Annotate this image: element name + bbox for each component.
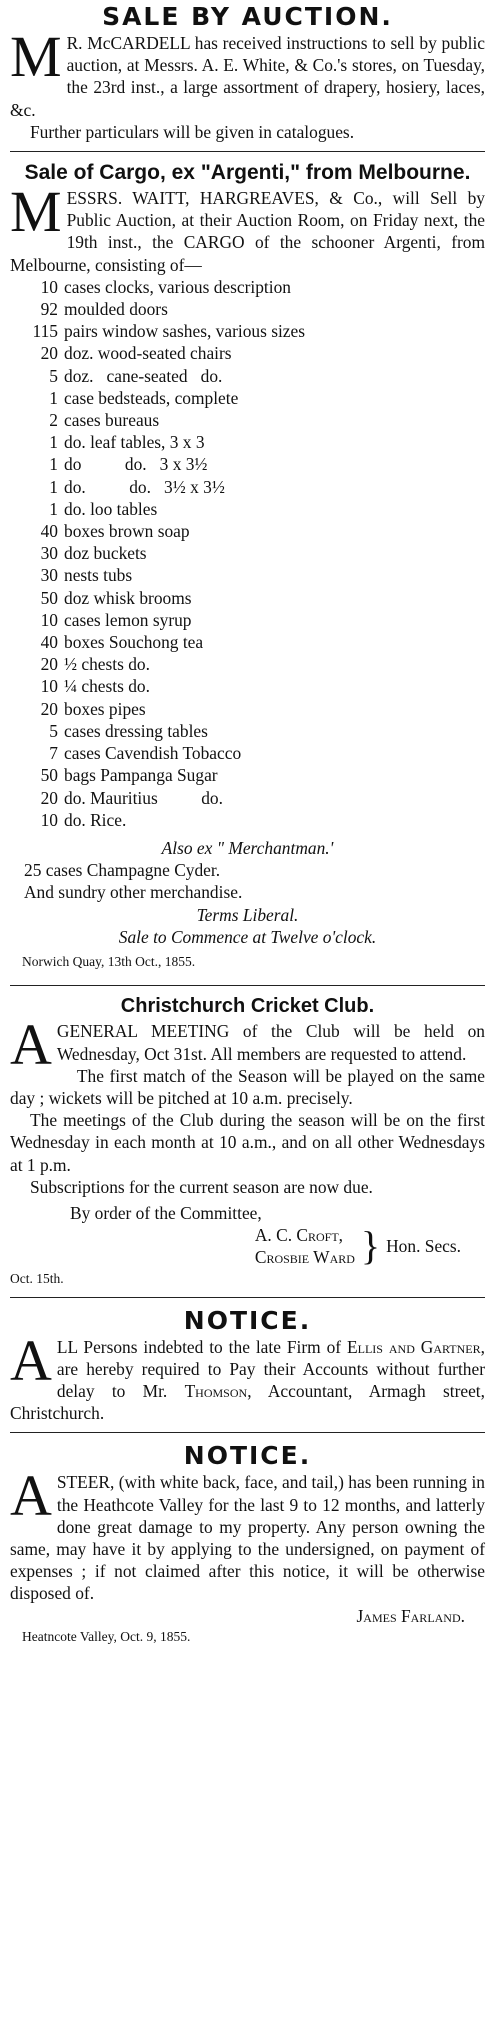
cargo-item bbox=[24, 698, 485, 720]
cargo-item-quantity: 40 bbox=[40, 521, 58, 542]
cargo-item bbox=[24, 564, 485, 586]
ad-body: The meetings of the Club during the season will be on the first Wednesday in each month at 10 a.m., and on all other Wednesdays at 1 p.m. bbox=[10, 1110, 485, 1175]
cargo-item-description: ¼ chests do. bbox=[64, 676, 150, 697]
cargo-item-quantity: 30 bbox=[40, 543, 58, 564]
cargo-item bbox=[24, 720, 485, 742]
also-item-list bbox=[10, 859, 485, 903]
divider bbox=[10, 985, 485, 986]
order-line: By order of the Committee, bbox=[70, 1203, 262, 1224]
firm-name: Ellis and Gartner, bbox=[347, 1336, 485, 1357]
sale-time-line: Sale to Commence at Twelve o'clock. bbox=[118, 926, 377, 947]
cargo-item-quantity: 20 bbox=[40, 698, 58, 719]
cargo-item-description: cases bureaus bbox=[64, 410, 160, 431]
divider bbox=[10, 151, 485, 152]
cargo-item bbox=[24, 587, 485, 609]
cargo-item-quantity: 20 bbox=[40, 343, 58, 364]
cargo-item bbox=[24, 787, 485, 809]
dateline: Heatncote Valley, Oct. 9, 1855. bbox=[22, 1628, 191, 1644]
cargo-item-description: do do. 3 x 3½ bbox=[64, 454, 208, 475]
ad-headline: NOTICE. bbox=[183, 1441, 312, 1471]
cargo-item-quantity: 20 bbox=[40, 787, 58, 808]
divider bbox=[10, 1297, 485, 1298]
cargo-item-quantity: 40 bbox=[40, 632, 58, 653]
cargo-item-quantity: 50 bbox=[40, 587, 58, 608]
cargo-item-description: cases dressing tables bbox=[64, 720, 208, 741]
signer-name: A. C. Croft, bbox=[254, 1225, 344, 1246]
also-ex-heading: Also ex " Merchantman.' bbox=[161, 837, 334, 858]
ad-text: ESSRS. WAITT, HARGREAVES, & Co., will Sell by Public Auction, at their Auction Room, on Friday next, the 19th inst., the CARGO of the schooner Argenti, from Melbourne, consisting of— bbox=[10, 188, 485, 275]
cargo-item-quantity: 2 bbox=[49, 410, 58, 431]
cargo-item-quantity: 30 bbox=[40, 565, 58, 586]
ad-body: Subscriptions for the current season are now due. bbox=[30, 1176, 373, 1197]
cargo-item bbox=[24, 809, 485, 831]
drop-cap: M bbox=[10, 179, 62, 245]
cargo-item-description: cases clocks, various description bbox=[64, 276, 291, 297]
ad-text: Accountant, Armagh street, Christchurch. bbox=[10, 1381, 485, 1424]
auction-notice-mccardell bbox=[10, 0, 485, 143]
cargo-item-quantity: 5 bbox=[49, 365, 58, 386]
signer-title: Hon. Secs. bbox=[386, 1235, 461, 1256]
cargo-item bbox=[24, 675, 485, 697]
cargo-item-quantity: 5 bbox=[49, 720, 58, 741]
cargo-item-quantity: 10 bbox=[40, 676, 58, 697]
cargo-item-quantity: 92 bbox=[40, 299, 58, 320]
cargo-item bbox=[24, 342, 485, 364]
ad-body: The first match of the Season will be played on the same day ; wickets will be pitched at 10 a.m. precisely. bbox=[10, 1065, 485, 1109]
cargo-item-quantity: 10 bbox=[40, 609, 58, 630]
cargo-item bbox=[24, 276, 485, 298]
cargo-item-description: doz. cane-seated do. bbox=[64, 365, 223, 386]
cargo-item-description: case bedsteads, complete bbox=[64, 387, 239, 408]
cargo-item-description: doz buckets bbox=[64, 543, 147, 564]
ad-headline: Christchurch Cricket Club. bbox=[120, 995, 375, 1018]
cargo-item bbox=[24, 365, 485, 387]
cargo-item-description: pairs window sashes, various sizes bbox=[64, 321, 306, 342]
cargo-item bbox=[24, 520, 485, 542]
cargo-item-quantity: 7 bbox=[49, 743, 58, 764]
ad-text: R. McCARDELL has received instructions to sell by public auction, at Messrs. A. E. White, & Co.'s stores, on Tuesday, the 23rd inst., a large assortment of drapery, hosiery, laces, &c. bbox=[10, 33, 485, 120]
cargo-item bbox=[24, 631, 485, 653]
cargo-item-quantity: 10 bbox=[40, 809, 58, 830]
brace-glyph: } bbox=[360, 1223, 381, 1269]
cargo-item bbox=[24, 453, 485, 475]
cargo-item-description: do. Mauritius do. bbox=[64, 787, 223, 808]
cargo-item-description: do. Rice. bbox=[64, 809, 127, 830]
cargo-item bbox=[24, 320, 485, 342]
cargo-item-list bbox=[10, 276, 485, 831]
ad-body bbox=[10, 24, 485, 121]
cargo-item-description: boxes pipes bbox=[64, 698, 146, 719]
cargo-item-quantity: 115 bbox=[32, 321, 58, 342]
cargo-item-description: do. do. 3½ x 3½ bbox=[64, 476, 225, 497]
ad-headline: SALE BY AUCTION. bbox=[102, 2, 393, 31]
cargo-item-description: doz. wood-seated chairs bbox=[64, 343, 232, 364]
cargo-item bbox=[24, 542, 485, 564]
signer-name: James Farland. bbox=[356, 1605, 465, 1626]
ad-headline: Sale of Cargo, ex "Argenti," from Melbourne. bbox=[24, 161, 471, 185]
cargo-sale-notice bbox=[10, 158, 485, 972]
cargo-item bbox=[24, 476, 485, 498]
cargo-item-quantity: 1 bbox=[49, 387, 58, 408]
ad-text: LL Persons indebted to the late Firm of bbox=[56, 1336, 342, 1357]
ad-body bbox=[10, 1463, 485, 1604]
cargo-item-description: boxes brown soap bbox=[64, 521, 190, 542]
drop-cap: A bbox=[10, 1012, 52, 1078]
cargo-item-description: bags Pampanga Sugar bbox=[64, 765, 218, 786]
ad-text: are hereby required to Pay their Accounts without further delay to Mr. bbox=[56, 1358, 485, 1402]
terms-line: Terms Liberal. bbox=[196, 904, 299, 925]
cargo-item-quantity: 1 bbox=[49, 498, 58, 519]
cargo-item bbox=[24, 742, 485, 764]
cargo-item-quantity: 50 bbox=[40, 765, 58, 786]
cargo-item bbox=[24, 609, 485, 631]
cargo-item bbox=[24, 387, 485, 409]
cargo-item-description: moulded doors bbox=[64, 299, 168, 320]
ad-headline: NOTICE. bbox=[183, 1305, 312, 1335]
also-item: And sundry other merchandise. bbox=[24, 882, 243, 903]
cargo-item bbox=[24, 764, 485, 786]
notice-ellis-gartner bbox=[10, 1304, 485, 1425]
cargo-item-description: do. leaf tables, 3 x 3 bbox=[64, 432, 205, 453]
cargo-item bbox=[24, 653, 485, 675]
cargo-item bbox=[24, 431, 485, 453]
notice-stray-steer bbox=[10, 1439, 485, 1646]
cargo-item-quantity: 1 bbox=[49, 476, 58, 497]
cargo-item-description: nests tubs bbox=[64, 565, 133, 586]
cargo-item-quantity: 1 bbox=[49, 454, 58, 475]
drop-cap: A bbox=[10, 1327, 52, 1393]
cargo-item-quantity: 1 bbox=[49, 432, 58, 453]
accountant-name: Thomson, bbox=[184, 1381, 252, 1402]
cargo-item-description: doz whisk brooms bbox=[64, 587, 192, 608]
cargo-item-description: do. loo tables bbox=[64, 498, 158, 519]
ad-body: Further particulars will be given in catalogues. bbox=[30, 121, 355, 142]
cricket-club-notice bbox=[10, 992, 485, 1288]
ad-body bbox=[10, 1327, 485, 1425]
also-item: 25 cases Champagne Cyder. bbox=[24, 860, 221, 881]
cargo-item-description: boxes Souchong tea bbox=[64, 632, 204, 653]
drop-cap: A bbox=[10, 1463, 52, 1529]
cargo-item bbox=[24, 498, 485, 520]
cargo-item bbox=[24, 409, 485, 431]
ad-text: GENERAL MEETING of the Club will be held on Wednesday, Oct 31st. All members are requested to attend. bbox=[56, 1021, 485, 1064]
signer-name: Crosbie Ward bbox=[254, 1247, 355, 1268]
dateline: Oct. 15th. bbox=[10, 1270, 64, 1286]
cargo-item bbox=[24, 298, 485, 320]
dateline: Norwich Quay, 13th Oct., 1855. bbox=[22, 953, 196, 969]
ad-body bbox=[10, 1012, 485, 1078]
ad-body bbox=[10, 179, 485, 276]
cargo-item-description: cases lemon syrup bbox=[64, 609, 192, 630]
cargo-item-quantity: 20 bbox=[40, 654, 58, 675]
drop-cap: M bbox=[10, 24, 62, 89]
signature-block bbox=[10, 1224, 461, 1268]
ad-text: STEER, (with white back, face, and tail,) has been running in the Heathcote Valley for the last 9 to 12 months, and latterly done great damage to my property. Any person owning the same, may have it by applying to the undersigned, on payment of expenses ; if not claimed after this notice, it will be otherwise disposed of. bbox=[10, 1472, 485, 1604]
cargo-item-description: cases Cavendish Tobacco bbox=[64, 743, 242, 764]
divider bbox=[10, 1432, 485, 1433]
cargo-item-quantity: 10 bbox=[40, 276, 58, 297]
cargo-item-description: ½ chests do. bbox=[64, 654, 150, 675]
